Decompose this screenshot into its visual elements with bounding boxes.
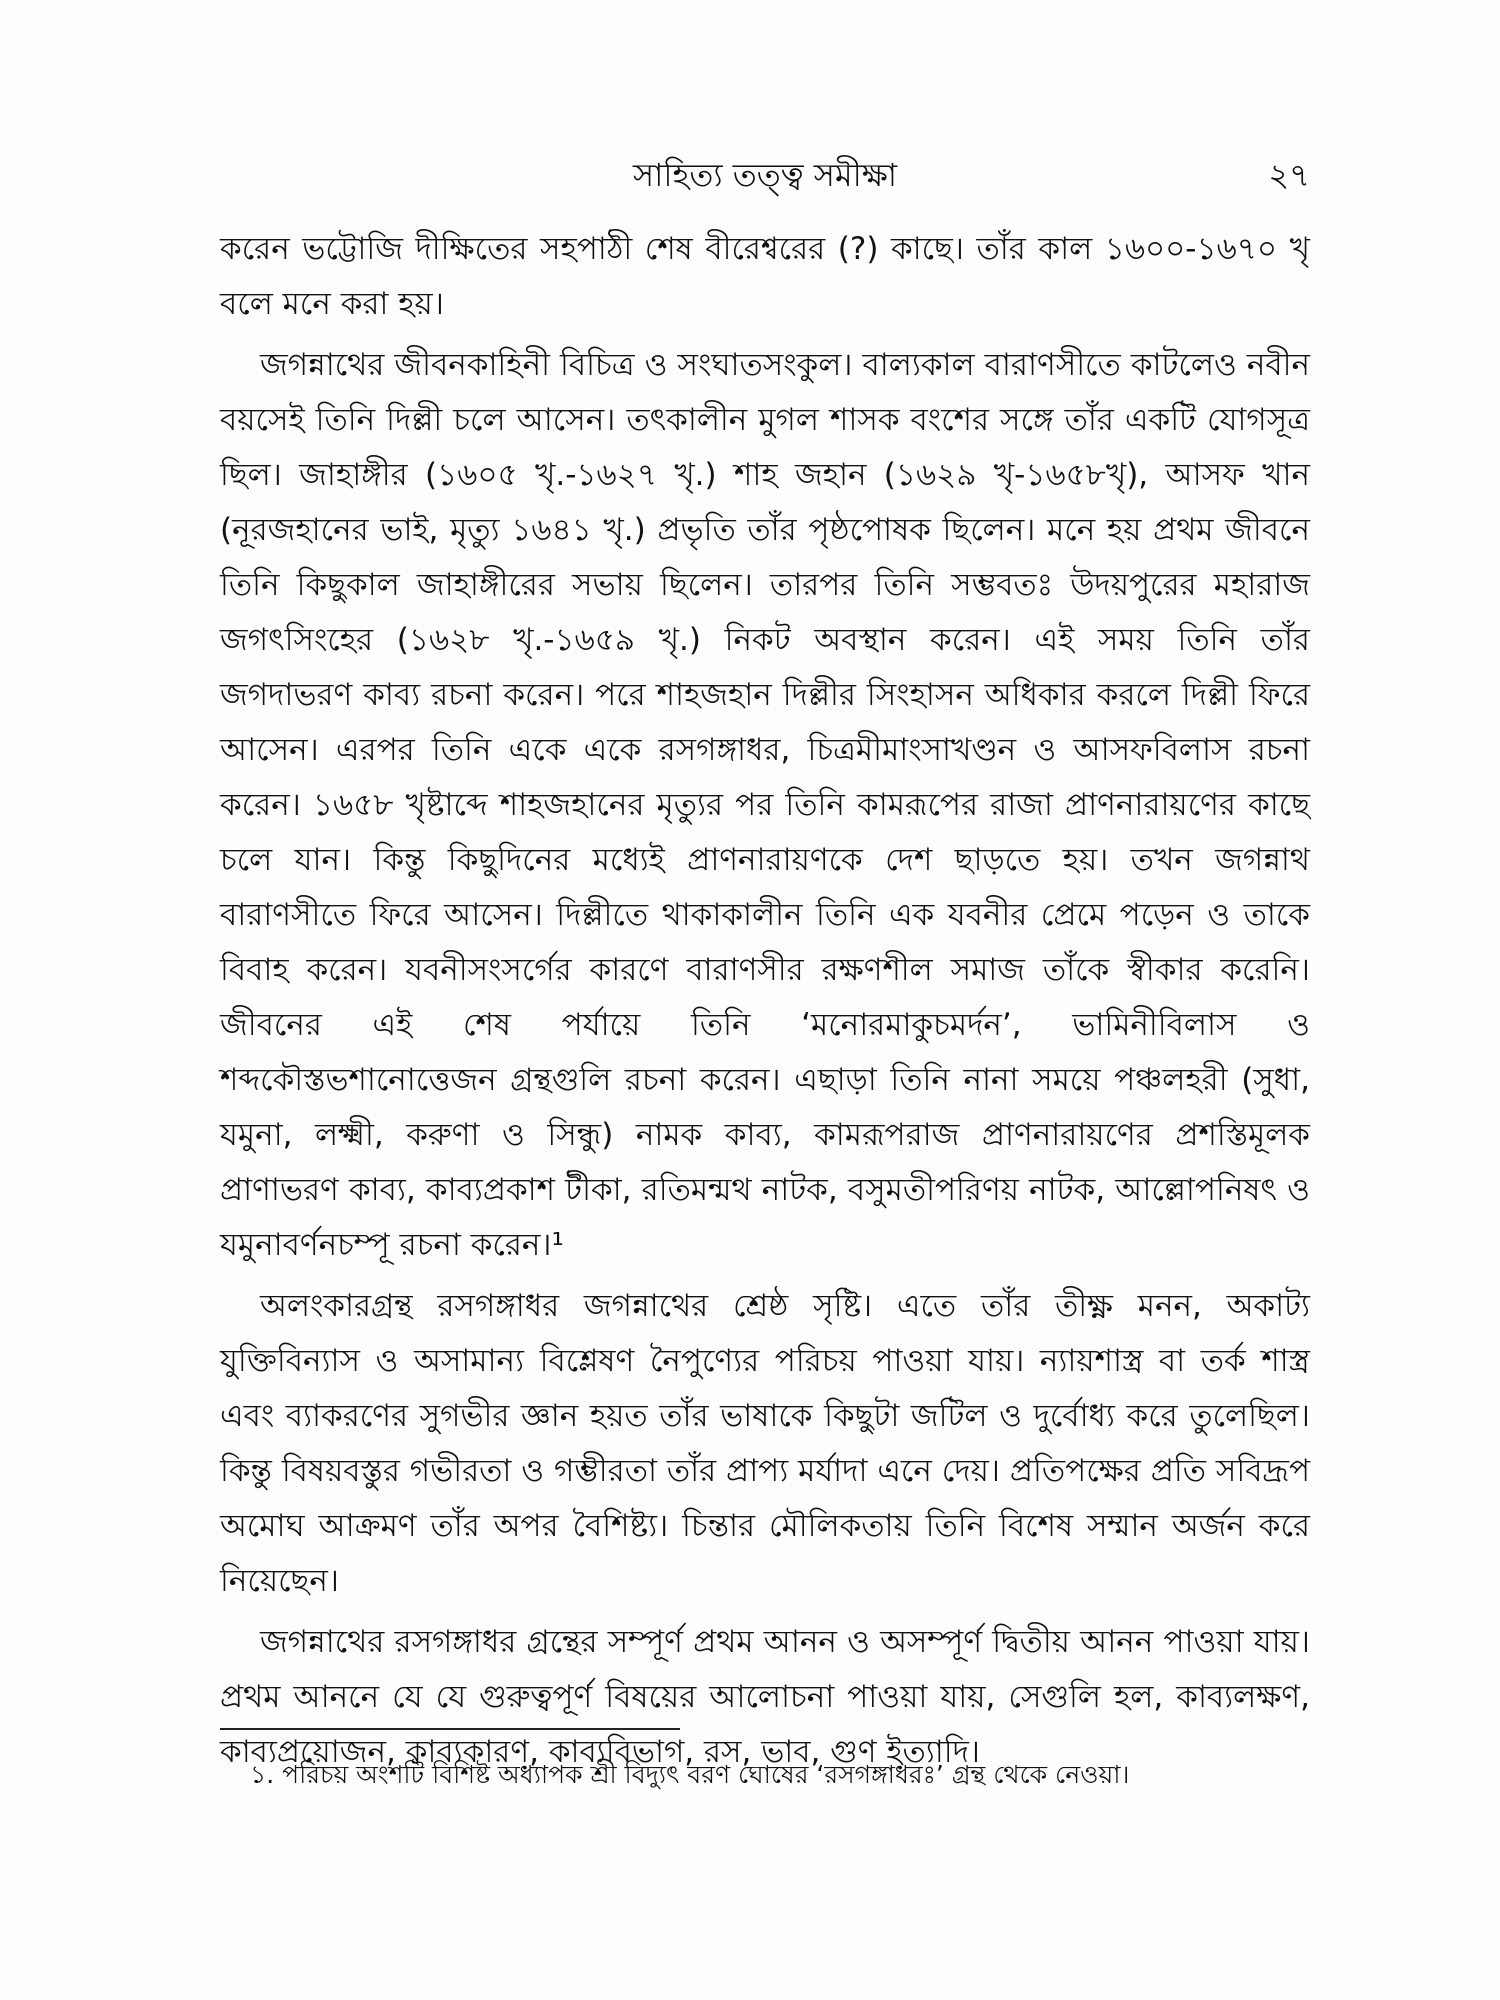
paragraph-rasagangadhara: অলংকারগ্রন্থ রসগঙ্গাধর জগন্নাথের শ্রেষ্ঠ সৃষ্টি। এতে তাঁর তীক্ষ্ণ মনন, অকাট্য যুক্তিবিন্যাস ও অসামান্য বিশ্লেষণ নৈপুণ্যের পরিচয় পাওয়া যায়। ন্যায়শাস্ত্র বা তর্ক শাস্ত্র এবং ব্যাকরণের সুগভীর জ্ঞান হয়ত তাঁর ভাষাকে কিছুটা জটিল ও দুর্বোধ্য করে তুলেছিল। কিন্তু বিষয়বস্তুর গভীরতা ও গম্ভীরতা তাঁর প্রাপ্য মর্যাদা এনে দেয়। প্রতিপক্ষের প্রতি সবিদ্রূপ অমোঘ আক্রমণ তাঁর অপর বৈশিষ্ট্য। চিন্তার মৌলিকতায় তিনি বিশেষ সম্মান অর্জন করে নিয়েছেন। xyxy=(220,1288,1310,1599)
footnote: ১. পরিচয় অংশটি বিশিষ্ট অধ্যাপক শ্রী বিদ্যুৎ বরণ ঘোষের ‘রসগঙ্গাধরঃ’ গ্রন্থ থেকে নেওয়া। xyxy=(250,1760,1130,1789)
body-text xyxy=(220,222,1310,1786)
running-header xyxy=(220,150,1310,210)
paragraph-contents: জগন্নাথের রসগঙ্গাধর গ্রন্থের সম্পূর্ণ প্রথম আনন ও অসম্পূর্ণ দ্বিতীয় আনন পাওয়া যায়। প্রথম আননে যে যে গুরুত্বপূর্ণ বিষয়ের আলোচনা পাওয়া যায়, সেগুলি হল, কাব্যলক্ষণ, কাব্যপ্রয়োজন, কাব্যকারণ, কাব্যবিভাগ, রস, ভাব, গুণ ইত্যাদি। xyxy=(220,1624,1310,1770)
page-number: ২৭ xyxy=(1268,156,1310,194)
paragraph-continuation: করেন ভট্টোজি দীক্ষিতের সহপাঠী শেষ বীরেশ্বরের (?) কাছে। তাঁর কাল ১৬০০-১৬৭০ খৃ বলে মনে করা হয়। xyxy=(220,231,1310,322)
running-title: সাহিত্য তত্ত্ব সমীক্ষা xyxy=(632,156,898,194)
paragraph-biography: জগন্নাথের জীবনকাহিনী বিচিত্র ও সংঘাতসংকুল। বাল্যকাল বারাণসীতে কাটলেও নবীন বয়সেই তিনি দিল্লী চলে আসেন। তৎকালীন মুগল শাসক বংশের সঙ্গে তাঁর একটি যোগসূত্র ছিল। জাহাঙ্গীর (১৬০৫ খৃ.-১৬২৭ খৃ.) শাহ জহান (১৬২৯ খৃ-১৬৫৮খৃ), আসফ খান (নূরজহানের ভাই, মৃত্যু ১৬৪১ খৃ.) প্রভৃতি তাঁর পৃষ্ঠপোষক ছিলেন। মনে হয় প্রথম জীবনে তিনি কিছুকাল জাহাঙ্গীরের সভায় ছিলেন। তারপর তিনি সম্ভবতঃ উদয়পুরের মহারাজ জগৎসিংহের (১৬২৮ খৃ.-১৬৫৯ খৃ.) নিকট অবস্থান করেন। এই সময় তিনি তাঁর জগদাভরণ কাব্য রচনা করেন। পরে শাহজহান দিল্লীর সিংহাসন অধিকার করলে দিল্লী ফিরে আসেন। এরপর তিনি একে একে রসগঙ্গাধর, চিত্রমীমাংসাখণ্ডন ও আসফবিলাস রচনা করেন। ১৬৫৮ খৃষ্টাব্দে শাহজহানের মৃত্যুর পর তিনি কামরূপের রাজা প্রাণনারায়ণের কাছে চলে যান। কিন্তু কিছুদিনের মধ্যেই প্রাণনারায়ণকে দেশ ছাড়তে হয়। তখন জগন্নাথ বারাণসীতে ফিরে আসেন। দিল্লীতে থাকাকালীন তিনি এক যবনীর প্রেমে পড়েন ও তাকে বিবাহ করেন। যবনীসংসর্গের কারণে বারাণসীর রক্ষণশীল সমাজ তাঁকে স্বীকার করেনি। জীবনের এই শেষ পর্যায়ে তিনি ‘মনোরমাকুচমর্দন’, ভামিনীবিলাস ও শব্দকৌস্তভশানোত্তেজন গ্রন্থগুলি রচনা করেন। এছাড়া তিনি নানা সময়ে পঞ্চলহরী (সুধা, যমুনা, লক্ষ্মী, করুণা ও সিন্ধু) নামক কাব্য, কামরূপরাজ প্রাণনারায়ণের প্রশস্তিমূলক প্রাণাভরণ কাব্য, কাব্যপ্রকাশ টীকা, রতিমন্মথ নাটক, বসুমতীপরিণয় নাটক, আল্লোপনিষৎ ও যমুনাবর্ণনচম্পূ রচনা করেন।¹ xyxy=(220,347,1310,1263)
footnote-divider xyxy=(220,1728,680,1730)
